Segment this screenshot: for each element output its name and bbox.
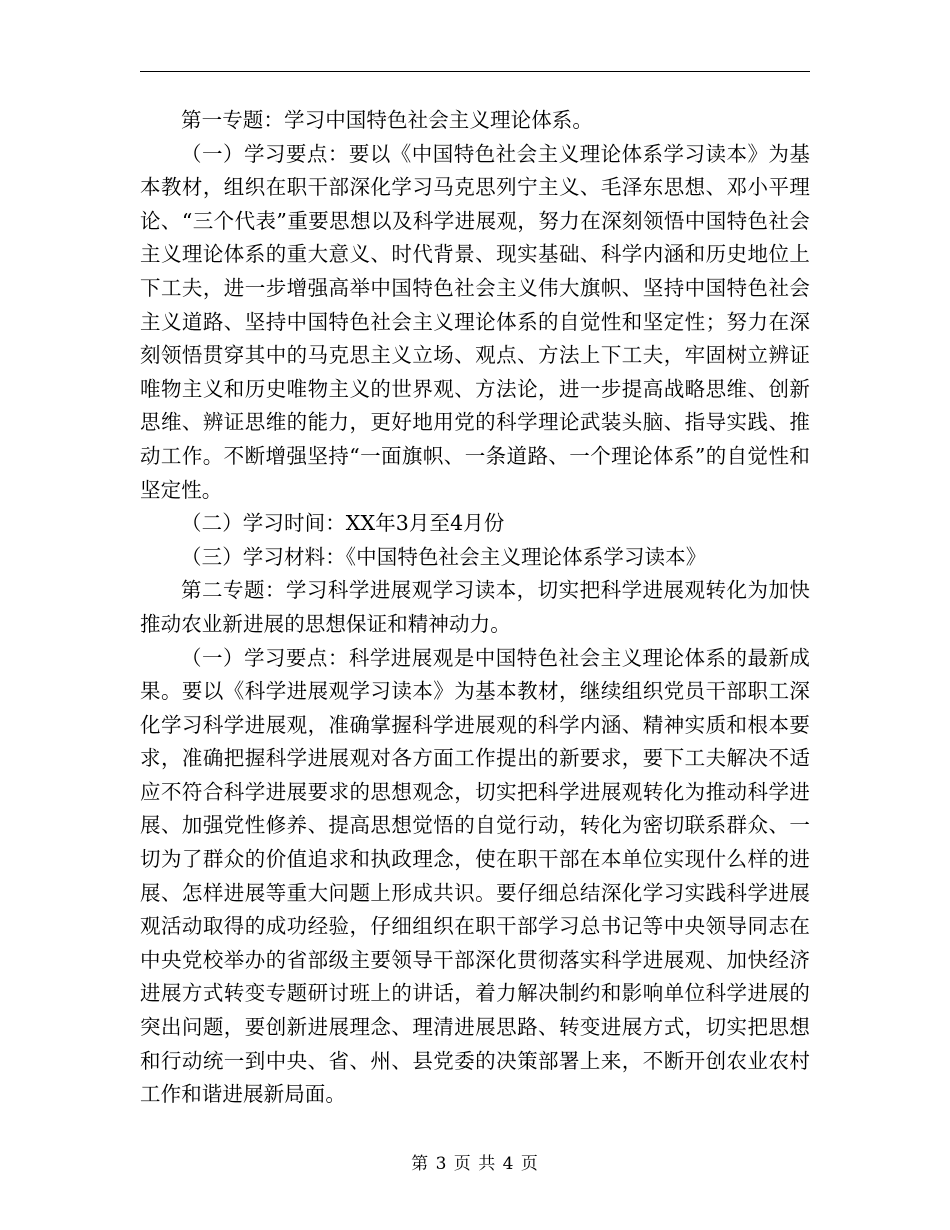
topic-one-study-time: （二）学习时间：XX年3月至4月份 xyxy=(181,511,505,536)
topic-one-study-materials: （三）学习材料：《中国特色社会主义理论体系学习读本》 xyxy=(181,544,707,569)
topic-one-heading: 第一专题：学习中国特色社会主义理论体系。 xyxy=(181,108,593,132)
document-body xyxy=(140,104,810,1112)
topic-two-key-points: （一）学习要点：科学进展观是中国特色社会主义理论体系的最新成果。要以《科学进展观学习读本》为基本教材，继续组织党员干部职工深化学习科学进展观，准确掌握科学进展观的科学内涵、精神实质和根本要求，准确把握科学进展观对各方面工作提出的新要求，要下工夫解决不适应不符合科学进展要求的思想观念，切实把科学进展观转化为推动科学进展、加强党性修养、提高思想觉悟的自觉行动，转化为密切联系群众、一切为了群众的价值追求和执政理念，使在职干部在本单位实现什么样的进展、怎样进展等重大问题上形成共识。要仔细总结深化学习实践科学进展观活动取得的成功经验，仔细组织在职干部学习总书记等中央领导同志在中央党校举办的省部级主要领导干部深化贯彻落实科学进展观、加快经济进展方式转变专题研讨班上的讲话，着力解决制约和影响单位科学进展的突出问题，要创新进展理念、理清进展思路、转变进展方式，切实把思想和行动统一到中央、省、州、县党委的决策部署上来，不断开创农业农村工作和谐进展新局面。 xyxy=(140,645,810,1107)
topic-two-heading: 第二专题：学习科学进展观学习读本，切实把科学进展观转化为加快推动农业新进展的思想保证和精神动力。 xyxy=(140,578,810,636)
topic-one-key-points: （一）学习要点：要以《中国特色社会主义理论体系学习读本》为基本教材，组织在职干部深化学习马克思列宁主义、毛泽东思想、邓小平理论、“三个代表”重要思想以及科学进展观，努力在深刻领悟中国特色社会主义理论体系的重大意义、时代背景、现实基础、科学内涵和历史地位上下工夫，进一步增强高举中国特色社会主义伟大旗帜、坚持中国特色社会主义道路、坚持中国特色社会主义理论体系的自觉性和坚定性；努力在深刻领悟贯穿其中的马克思主义立场、观点、方法上下工夫，牢固树立辨证唯物主义和历史唯物主义的世界观、方法论，进一步提高战略思维、创新思维、辨证思维的能力，更好地用党的科学理论武装头脑、指导实践、推动工作。不断增强坚持“一面旗帜、一条道路、一个理论体系”的自觉性和坚定性。 xyxy=(140,141,810,502)
page-number-footer: 第 3 页 共 4 页 xyxy=(411,1154,539,1174)
header-rule xyxy=(140,71,810,72)
